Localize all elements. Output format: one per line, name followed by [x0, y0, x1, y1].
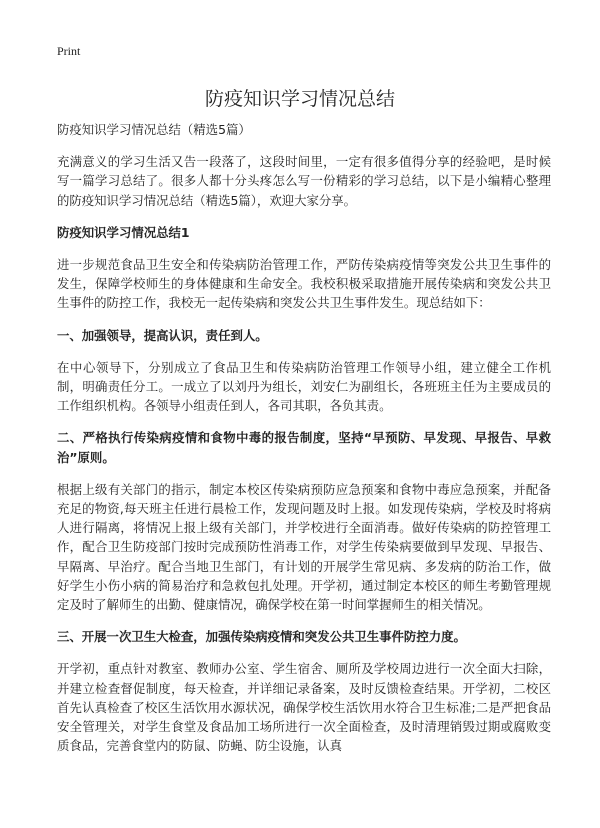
point3-heading: 三、开展一次卫生大检查，加强传染病疫情和突发公共卫生事件防控力度。 — [57, 629, 466, 645]
point2-paragraph: 根据上级有关部门的指示，制定本校区传染病预防应急预案和食物中毒应急预案，并配备充足的物资,每天班主任进行晨检工作，发现问题及时上报。如发现传染病，学校及时将病人进行隔离，将情况上报上级有关部门，并学校进行全面消毒。做好传染病的防控管理工作，配合卫生防疫部门按时完成预防性消毒工作，对学生传染病要做到早发现、早报告、早隔离、早治疗。配合当地卫生部门，有计划的开展学生常见病、多发病的防治工作，做好学生小伤小病的简易治疗和急救包扎处理。开学初，通过制定本校区的师生考勤管理规定及时了解师生的出勤、健康情况，确保学校在第一时间掌握师生的相关情况。 — [57, 481, 551, 613]
document-title: 防疫知识学习情况总结 — [204, 88, 395, 110]
point3-paragraph: 开学初，重点针对教室、教师办公室、学生宿舍、厕所及学校周边进行一次全面大扫除，并建立检查督促制度，每天检查，并详细记录备案，及时反馈检查结果。开学初，二校区首先认真检查了校区生活饮用水源状况，确保学校生活饮用水符合卫生标准;二是严把食品安全管理关，对学生食堂及食品加工场所进行一次全面检查，及时清理销毁过期或腐败变质食品，完善食堂内的防鼠、防蝇、防尘设施，认真 — [57, 661, 551, 754]
point1-heading: 一、加强领导，提高认识，责任到人。 — [57, 327, 268, 343]
print-link[interactable]: Print — [57, 44, 81, 58]
intro-paragraph: 充满意义的学习生活又告一段落了，这段时间里，一定有很多值得分享的经验吧，是时候写一篇学习总结了。很多人都十分头疼怎么写一份精彩的学习总结，以下是小编精心整理的防疫知识学习情况总结（精选5篇），欢迎大家分享。 — [57, 154, 551, 208]
section-intro-paragraph: 进一步规范食品卫生安全和传染病防治管理工作，严防传染病疫情等突发公共卫生事件的发生，保障学校师生的身体健康和生命安全。我校积极采取措施开展传染病和突发公共卫生事件的防控工作，我校无一起传染病和突发公共卫生事件发生。现总结如下： — [57, 257, 551, 311]
point2-heading: 二、严格执行传染病疫情和食物中毒的报告制度，坚持“早预防、早发现、早报告、早救治”原则。 — [57, 430, 551, 465]
document-body — [57, 120, 551, 768]
section-heading: 防疫知识学习情况总结1 — [57, 224, 190, 240]
document-subtitle: 防疫知识学习情况总结（精选5篇） — [57, 122, 251, 137]
point1-paragraph: 在中心领导下，分别成立了食品卫生和传染病防治管理工作领导小组，建立健全工作机制，明确责任分工。一成立了以刘丹为组长，刘安仁为副组长，各班班主任为主要成员的工作组织机构。各领导小组责任到人，各司其职，各负其责。 — [57, 359, 551, 414]
